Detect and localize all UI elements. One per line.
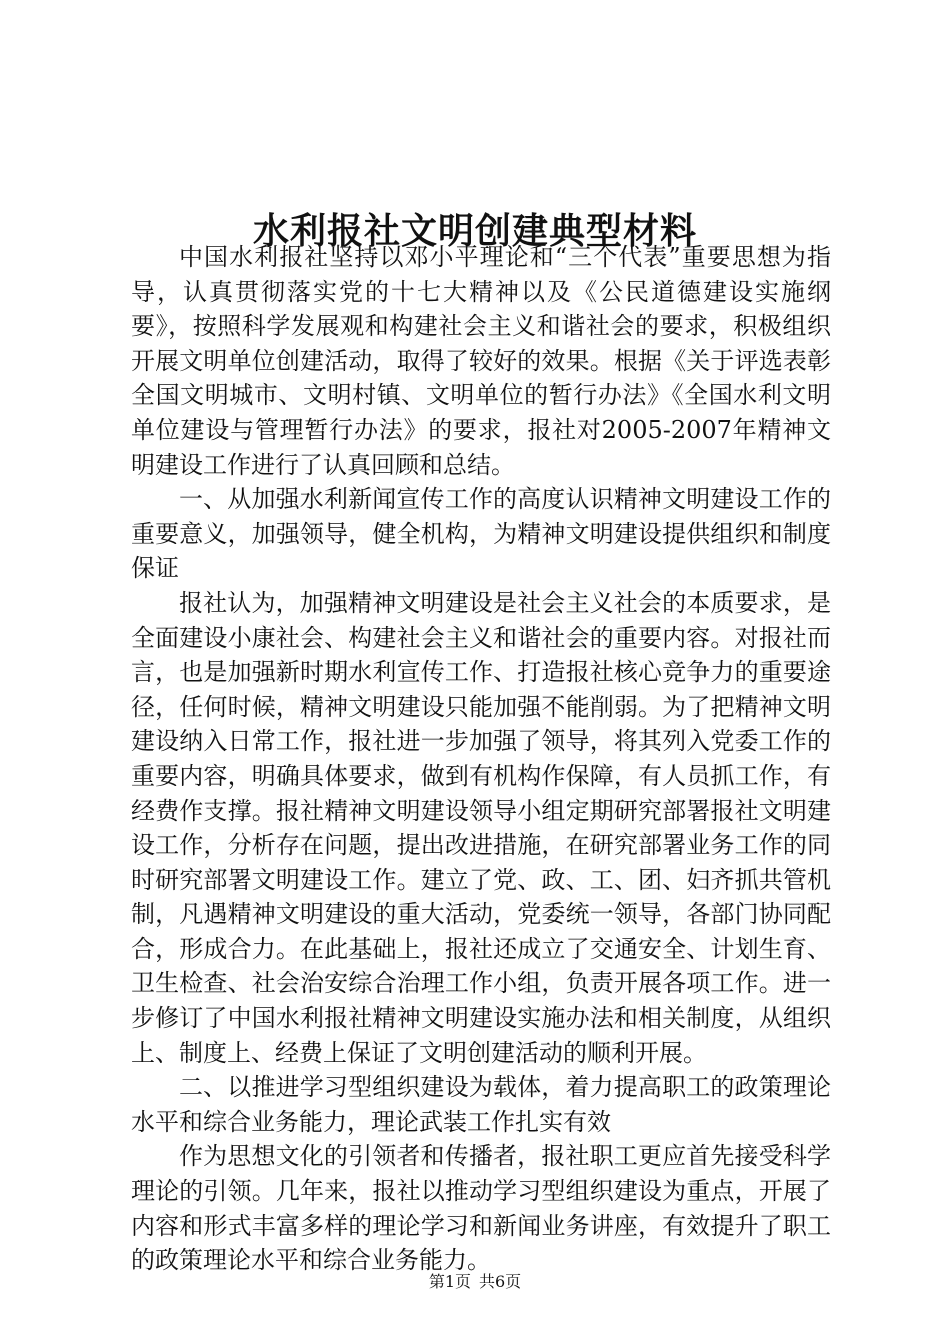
paragraph-section-2: 作为思想文化的引领者和传播者，报社职工更应首先接受科学理论的引领。几年来，报社以推动学习型组织建设为重点，开展了内容和形式丰富多样的理论学习和新闻业务讲座，有效提升了职工的政策理论水平和综合业务能力。 — [131, 1142, 831, 1275]
page-footer — [0, 1271, 950, 1293]
document-body — [131, 240, 831, 1278]
paragraph-section-1: 报社认为，加强精神文明建设是社会主义社会的本质要求，是全面建设小康社会、构建社会主义和谐社会的重要内容。对报社而言，也是加强新时期水利宣传工作、打造报社核心竞争力的重要途径，任何时候，精神文明建设只能加强不能削弱。为了把精神文明建设纳入日常工作，报社进一步加强了领导，将其列入党委工作的重要内容，明确具体要求，做到有机构作保障，有人员抓工作，有经费作支撑。报社精神文明建设领导小组定期研究部署报社文明建设工作，分析存在问题，提出改进措施，在研究部署业务工作的同时研究部署文明建设工作。建立了党、政、工、团、妇齐抓共管机制，凡遇精神文明建设的重大活动，党委统一领导，各部门协同配合，形成合力。在此基础上，报社还成立了交通安全、计划生育、卫生检查、社会治安综合治理工作小组，负责开展各项工作。进一步修订了中国水利报社精神文明建设实施办法和相关制度，从组织上、制度上、经费上保证了文明创建活动的顺利开展。 — [131, 588, 831, 1067]
paragraph-intro: 中国水利报社坚持以邓小平理论和“三个代表”重要思想为指导，认真贯彻落实党的十七大精神以及《公民道德建设实施纲要》，按照科学发展观和构建社会主义和谐社会的要求，积极组织开展文明单位创建活动，取得了较好的效果。根据《关于评选表彰全国文明城市、文明村镇、文明单位的暂行办法》《全国水利文明单位建设与管理暂行办法》的要求，报社对2005-2007年精神文明建设工作进行了认真回顾和总结。 — [131, 243, 831, 479]
section-heading-2: 二、以推进学习型组织建设为载体，着力提高职工的政策理论水平和综合业务能力，理论武装工作扎实有效 — [131, 1073, 831, 1136]
section-heading-1: 一、从加强水利新闻宣传工作的高度认识精神文明建设工作的重要意义，加强领导，健全机构，为精神文明建设提供组织和制度保证 — [131, 485, 831, 583]
page-number: 第1页 — [428, 1272, 471, 1291]
document-title: 水利报社文明创建典型材料 — [252, 210, 697, 253]
page-total: 共6页 — [479, 1272, 522, 1291]
